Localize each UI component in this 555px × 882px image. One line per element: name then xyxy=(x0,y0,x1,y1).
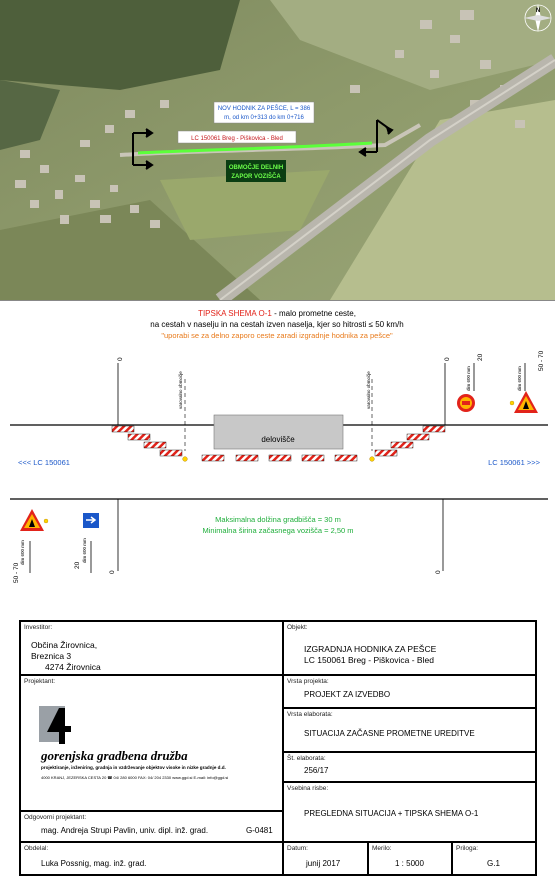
drawing-content: PREGLEDNA SITUACIJA + TIPSKA SHEMA O-1 xyxy=(304,809,479,818)
min-width-text: Minimalna širina začasnega vozišča = 2,50 m xyxy=(202,526,354,535)
date-label: Datum: xyxy=(287,845,308,852)
company-logo-icon xyxy=(39,706,79,746)
date-value: junij 2017 xyxy=(306,859,341,868)
study-number-cell xyxy=(283,752,536,782)
closure-area-label xyxy=(226,160,286,182)
scale-label: Merilo: xyxy=(372,845,392,852)
protective-zone-label-left: varovalno območje xyxy=(178,371,183,409)
zero-label-bottom-left: 0 xyxy=(109,570,116,574)
svg-text:N: N xyxy=(535,8,541,14)
designer-label: Projektant: xyxy=(24,678,56,685)
title-block xyxy=(19,620,537,876)
road-label-left: <<< LC 150061 xyxy=(18,458,70,467)
max-length-text: Maksimalna dolžina gradbišča = 30 m xyxy=(215,515,341,524)
object-cell xyxy=(283,621,536,675)
company-description: projektiranje, inženiring, gradnja in vzdrževanje objektov visoke in nizke gradnje d.d. xyxy=(41,765,226,770)
author-cell xyxy=(20,842,283,875)
study-number: 256/17 xyxy=(304,766,329,775)
author-name: Luka Possnig, mag. inž. grad. xyxy=(41,859,147,868)
study-type-cell xyxy=(283,708,536,752)
attachment-label: Priloga: xyxy=(456,845,479,852)
project-type: PROJEKT ZA IZVEDBO xyxy=(304,690,391,699)
scheme-title: TIPSKA SHEMA O-1 - malo prometne ceste, xyxy=(198,309,356,318)
sign-size-label-2: dim 600 mm xyxy=(517,366,522,391)
investor-cell xyxy=(20,621,283,675)
drawing-content-cell xyxy=(283,782,536,842)
roadwork-warning-sign-bottom-icon xyxy=(20,509,44,531)
scheme-note: "uporabi se za delno zaporo ceste zaradi izgradnje hodnika za pešce" xyxy=(161,331,393,340)
study-number-label: Št. elaborata: xyxy=(287,755,326,762)
sign-size-label-4: dim 600 mm xyxy=(82,538,87,563)
attachment-cell xyxy=(452,842,536,875)
no-overtaking-sign-icon xyxy=(457,394,475,412)
speed-range-label-bottom: 50 - 70 xyxy=(13,562,20,583)
speed-range-label-top: 50 - 70 xyxy=(538,350,545,371)
svg-text:NOV HODNIK ZA PEŠCE, L = 386: NOV HODNIK ZA PEŠCE, L = 386 xyxy=(217,106,311,112)
object-label: Objekt: xyxy=(287,624,308,631)
project-type-cell xyxy=(283,675,536,708)
scheme-drawing xyxy=(0,301,555,603)
scheme-subtitle: na cestah v naselju in na cestah izven naselja, kjer so hitrosti ≤ 50 km/h xyxy=(150,320,404,329)
responsible-designer-cell xyxy=(20,811,283,842)
protective-zone-label-right: varovalno območje xyxy=(366,371,371,409)
investor-address-2: 4274 Žirovnica xyxy=(45,662,101,672)
road-label: LC 150061 Breg - Piškovica - Bled xyxy=(191,136,283,142)
sign-size-label-3: dim 600 mm xyxy=(20,540,25,565)
aerial-image xyxy=(0,0,555,300)
roadwork-warning-sign-icon xyxy=(514,391,538,413)
author-label: Obdelal: xyxy=(24,845,49,852)
study-type-label: Vrsta elaborata: xyxy=(287,711,333,718)
responsible-designer-id: G-0481 xyxy=(246,826,273,835)
worksite-label: delovišče xyxy=(261,435,295,444)
svg-text:OBMOČJE DELNIH: OBMOČJE DELNIH xyxy=(228,165,284,171)
zero-label-top-left: 0 xyxy=(117,357,124,361)
zero-label-bottom-right: 0 xyxy=(435,570,442,574)
company-name: gorenjska gradbena družba xyxy=(41,748,188,763)
twenty-label-top: 20 xyxy=(477,353,484,361)
responsible-designer-name: mag. Andreja Strupi Pavlin, univ. dipl. inž. grad. xyxy=(41,826,209,835)
aerial-map xyxy=(0,0,555,301)
twenty-label-bottom: 20 xyxy=(74,561,81,569)
designer-cell xyxy=(20,675,283,811)
object-title: IZGRADNJA HODNIKA ZA PEŠCE xyxy=(304,644,437,654)
new-sidewalk-label xyxy=(214,102,314,123)
investor-name: Občina Žirovnica, xyxy=(31,640,98,650)
svg-text:m, od km 0+313 do km 0+716: m, od km 0+313 do km 0+716 xyxy=(224,115,304,121)
investor-label: Investitor: xyxy=(24,624,53,631)
attachment-value: G.1 xyxy=(487,859,500,868)
scale-cell xyxy=(368,842,452,875)
scale-value: 1 : 5000 xyxy=(395,859,424,868)
project-type-label: Vrsta projekta: xyxy=(287,678,329,685)
zero-label-top-right: 0 xyxy=(444,357,451,361)
investor-address-1: Breznica 3 xyxy=(31,651,72,661)
study-type: SITUACIJA ZAČASNE PROMETNE UREDITVE xyxy=(304,729,475,738)
drawing-content-label: Vsebina risbe: xyxy=(287,785,329,792)
svg-text:ZAPOR VOZIŠČA: ZAPOR VOZIŠČA xyxy=(231,174,281,180)
direction-sign-icon xyxy=(83,513,99,528)
responsible-designer-label: Odgovorni projektant: xyxy=(24,814,87,821)
company-contact: 4000 KRANJ, JEZERSKA CESTA 20 ☎ 04/ 280 6000 FAX: 04/ 204 2330 www.ggd.si E-mail: info@ggd.si xyxy=(41,775,229,780)
road-label-right: LC 150061 >>> xyxy=(488,458,540,467)
date-cell xyxy=(283,842,368,875)
road-label-box xyxy=(178,131,296,143)
object-subtitle: LC 150061 Breg - Piškovica - Bled xyxy=(304,655,434,665)
sign-size-label-1: dim 600 mm xyxy=(466,366,471,391)
traffic-scheme xyxy=(0,301,555,603)
